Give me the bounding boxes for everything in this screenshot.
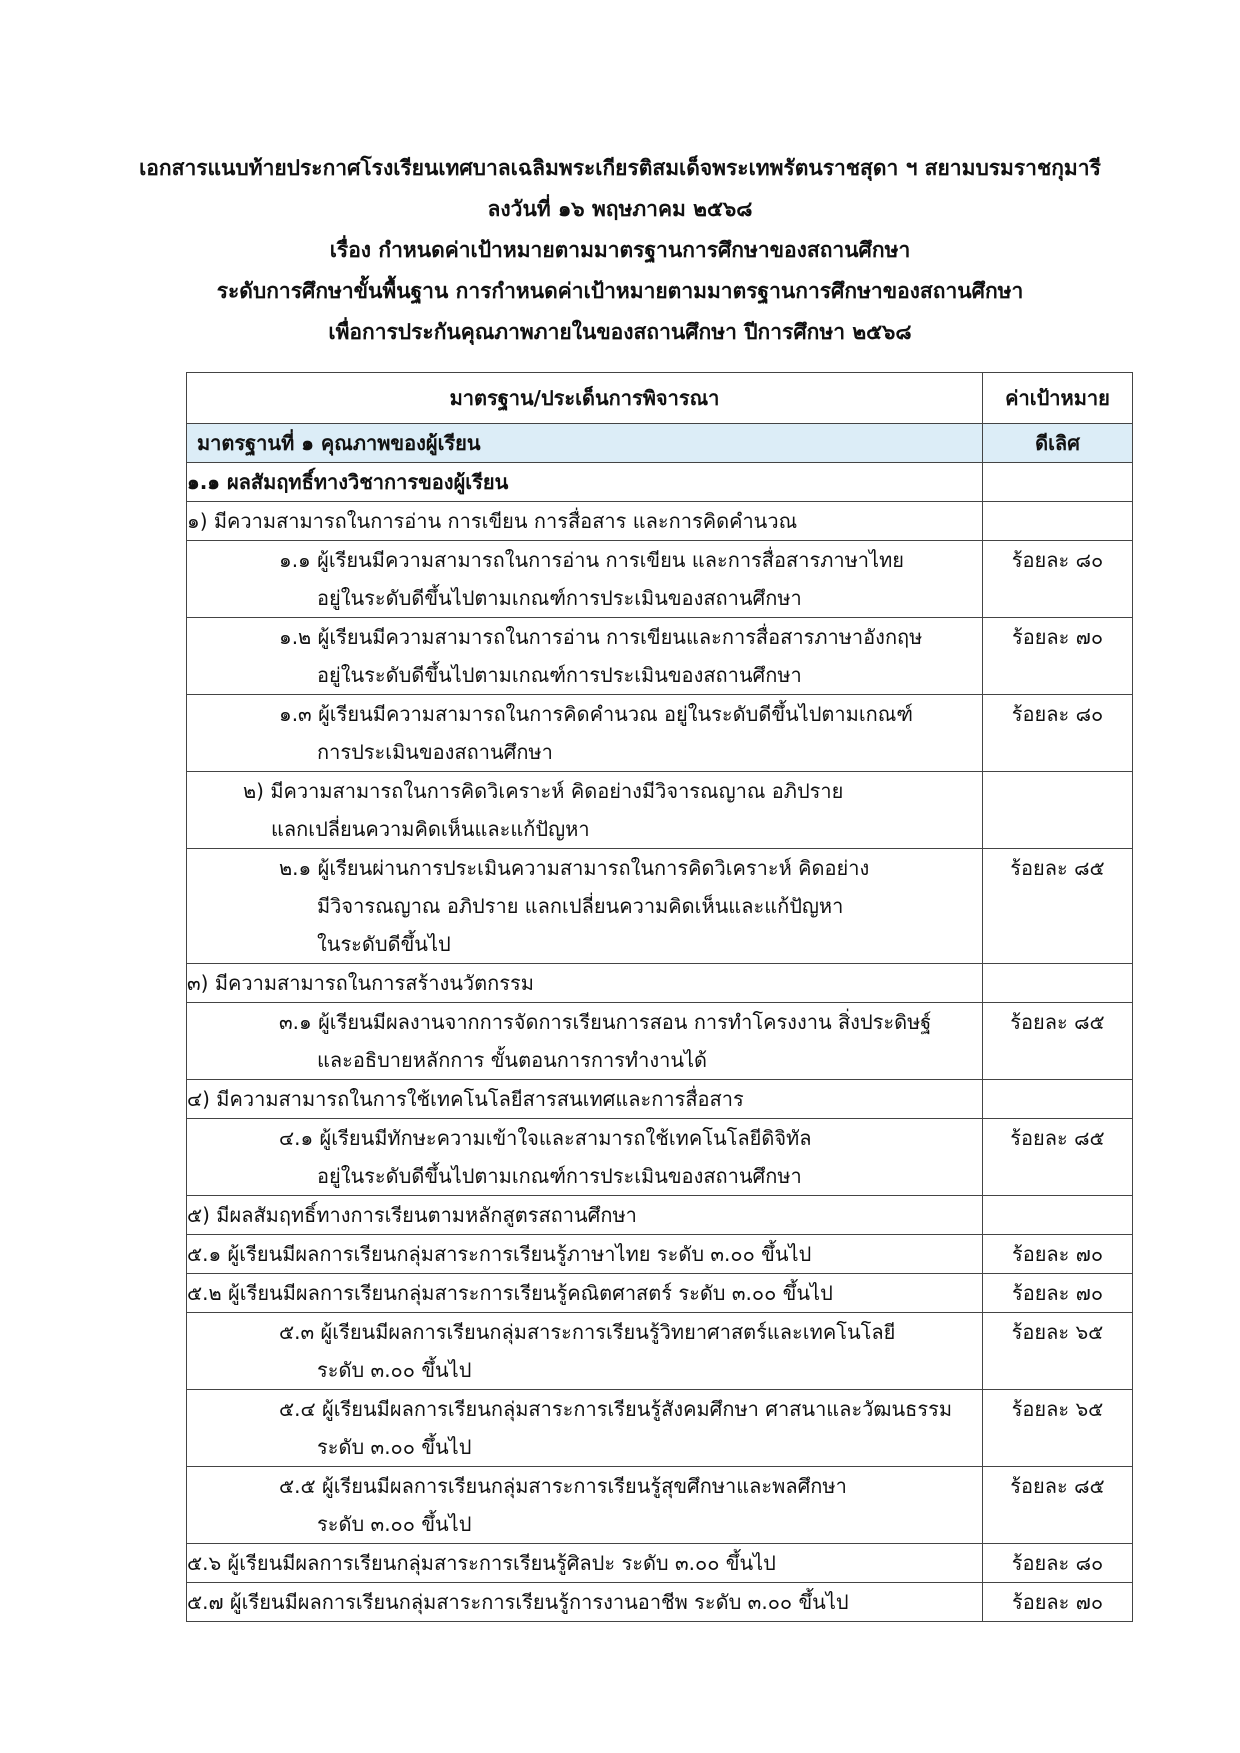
item-text: ๕.๖ ผู้เรียนมีผลการเรียนกลุ่มสาระการเรียนรู้ศิลปะ ระดับ ๓.๐๐ ขึ้นไป — [187, 1544, 983, 1583]
section-label: ๑.๑ ผลสัมฤทธิ์ทางวิชาการของผู้เรียน — [187, 463, 983, 502]
standard-target: ดีเลิศ — [983, 424, 1133, 463]
header-line-1: เอกสารแนบท้ายประกาศโรงเรียนเทศบาลเฉลิมพระเกียรติสมเด็จพระเทพรัตนราชสุดา ฯ สยามบรมราชกุมารี — [139, 156, 1101, 180]
table-row — [187, 1390, 1133, 1467]
item-text-cont: ระดับ ๓.๐๐ ขึ้นไป — [317, 1358, 472, 1382]
document-header — [0, 148, 1240, 353]
header-subject: เรื่อง กำหนดค่าเป้าหมายตามมาตรฐานการศึกษาของสถานศึกษา — [329, 238, 911, 262]
group-row-2 — [187, 772, 1133, 849]
item-text-cont: ระดับ ๓.๐๐ ขึ้นไป — [317, 1512, 472, 1536]
item-text-cont: อยู่ในระดับดีขึ้นไปตามเกณฑ์การประเมินของสถานศึกษา — [317, 663, 802, 687]
table-row — [187, 1274, 1133, 1313]
group-row-3 — [187, 964, 1133, 1003]
item-target: ร้อยละ ๘๐ — [983, 1544, 1133, 1583]
item-target: ร้อยละ ๗๐ — [983, 1274, 1133, 1313]
item-target: ร้อยละ ๗๐ — [983, 1583, 1133, 1622]
item-text-cont: มีวิจารณญาณ อภิปราย แลกเปลี่ยนความคิดเห็นและแก้ปัญหา — [317, 894, 844, 918]
item-target: ร้อยละ ๘๕ — [983, 1467, 1133, 1544]
group-label: ๓) มีความสามารถในการสร้างนวัตกรรม — [187, 964, 983, 1003]
item-text-cont: การประเมินของสถานศึกษา — [317, 740, 553, 764]
item-target: ร้อยละ ๘๐ — [983, 695, 1133, 772]
table-row — [187, 1235, 1133, 1274]
item-text: ๕.๕ ผู้เรียนมีผลการเรียนกลุ่มสาระการเรียนรู้สุขศึกษาและพลศึกษา — [279, 1474, 847, 1498]
table-row — [187, 1003, 1133, 1080]
col-target-header: ค่าเป้าหมาย — [983, 373, 1133, 424]
header-date: ลงวันที่ ๑๖ พฤษภาคม ๒๕๖๘ — [487, 197, 753, 221]
item-target: ร้อยละ ๖๕ — [983, 1390, 1133, 1467]
item-target: ร้อยละ ๘๕ — [983, 849, 1133, 964]
group-row-4 — [187, 1080, 1133, 1119]
group-label: ๒) มีความสามารถในการคิดวิเคราะห์ คิดอย่างมีวิจารณญาณ อภิปราย — [243, 779, 844, 803]
item-target: ร้อยละ ๗๐ — [983, 1235, 1133, 1274]
item-text: ๓.๑ ผู้เรียนมีผลงานจากการจัดการเรียนการสอน การทำโครงงาน สิ่งประดิษฐ์ — [279, 1010, 932, 1034]
item-text-cont: อยู่ในระดับดีขึ้นไปตามเกณฑ์การประเมินของสถานศึกษา — [317, 586, 802, 610]
group-label: ๔) มีความสามารถในการใช้เทคโนโลยีสารสนเทศและการสื่อสาร — [187, 1080, 983, 1119]
table-row — [187, 541, 1133, 618]
item-target: ร้อยละ ๘๕ — [983, 1003, 1133, 1080]
item-text: ๑.๑ ผู้เรียนมีความสามารถในการอ่าน การเขียน และการสื่อสารภาษาไทย — [279, 548, 904, 572]
targets-table — [186, 372, 1133, 1622]
group-row-5 — [187, 1196, 1133, 1235]
table-row — [187, 1583, 1133, 1622]
item-target: ร้อยละ ๖๕ — [983, 1313, 1133, 1390]
table-row — [187, 849, 1133, 964]
item-target: ร้อยละ ๘๕ — [983, 1119, 1133, 1196]
table-row — [187, 1544, 1133, 1583]
group-label-cont: แลกเปลี่ยนความคิดเห็นและแก้ปัญหา — [271, 817, 590, 841]
item-text-cont: อยู่ในระดับดีขึ้นไปตามเกณฑ์การประเมินของสถานศึกษา — [317, 1164, 802, 1188]
group-label: ๑) มีความสามารถในการอ่าน การเขียน การสื่อสาร และการคิดคำนวณ — [187, 502, 983, 541]
group-row-1 — [187, 502, 1133, 541]
item-text: ๑.๓ ผู้เรียนมีความสามารถในการคิดคำนวณ อยู่ในระดับดีขึ้นไปตามเกณฑ์ — [279, 702, 913, 726]
item-text: ๕.๗ ผู้เรียนมีผลการเรียนกลุ่มสาระการเรียนรู้การงานอาชีพ ระดับ ๓.๐๐ ขึ้นไป — [187, 1583, 983, 1622]
item-text-cont: ระดับ ๓.๐๐ ขึ้นไป — [317, 1435, 472, 1459]
item-target: ร้อยละ ๘๐ — [983, 541, 1133, 618]
standard-row — [187, 424, 1133, 463]
item-text: ๑.๒ ผู้เรียนมีความสามารถในการอ่าน การเขียนและการสื่อสารภาษาอังกฤษ — [279, 625, 923, 649]
standard-label: มาตรฐานที่ ๑ คุณภาพของผู้เรียน — [187, 424, 983, 463]
section-row — [187, 463, 1133, 502]
table-row — [187, 1467, 1133, 1544]
item-text-cont: ในระดับดีขึ้นไป — [317, 932, 451, 956]
item-text: ๕.๔ ผู้เรียนมีผลการเรียนกลุ่มสาระการเรียนรู้สังคมศึกษา ศาสนาและวัฒนธรรม — [279, 1397, 953, 1421]
header-line-4: ระดับการศึกษาขั้นพื้นฐาน การกำหนดค่าเป้าหมายตามมาตรฐานการศึกษาของสถานศึกษา — [216, 279, 1024, 303]
table-header-row — [187, 373, 1133, 424]
item-text: ๕.๑ ผู้เรียนมีผลการเรียนกลุ่มสาระการเรียนรู้ภาษาไทย ระดับ ๓.๐๐ ขึ้นไป — [187, 1235, 983, 1274]
table-row — [187, 695, 1133, 772]
item-text: ๕.๓ ผู้เรียนมีผลการเรียนกลุ่มสาระการเรียนรู้วิทยาศาสตร์และเทคโนโลยี — [279, 1320, 896, 1344]
table-row — [187, 1313, 1133, 1390]
item-text: ๔.๑ ผู้เรียนมีทักษะความเข้าใจและสามารถใช้เทคโนโลยีดิจิทัล — [279, 1126, 812, 1150]
group-label: ๕) มีผลสัมฤทธิ์ทางการเรียนตามหลักสูตรสถานศึกษา — [187, 1196, 983, 1235]
header-line-5: เพื่อการประกันคุณภาพภายในของสถานศึกษา ปีการศึกษา ๒๕๖๘ — [328, 320, 912, 344]
table-row — [187, 618, 1133, 695]
item-target: ร้อยละ ๗๐ — [983, 618, 1133, 695]
item-text: ๒.๑ ผู้เรียนผ่านการประเมินความสามารถในการคิดวิเคราะห์ คิดอย่าง — [279, 856, 870, 880]
item-text: ๕.๒ ผู้เรียนมีผลการเรียนกลุ่มสาระการเรียนรู้คณิตศาสตร์ ระดับ ๓.๐๐ ขึ้นไป — [187, 1274, 983, 1313]
col-criteria-header: มาตรฐาน/ประเด็นการพิจารณา — [187, 373, 983, 424]
table-row — [187, 1119, 1133, 1196]
item-text-cont: และอธิบายหลักการ ขั้นตอนการการทำงานได้ — [317, 1048, 708, 1072]
